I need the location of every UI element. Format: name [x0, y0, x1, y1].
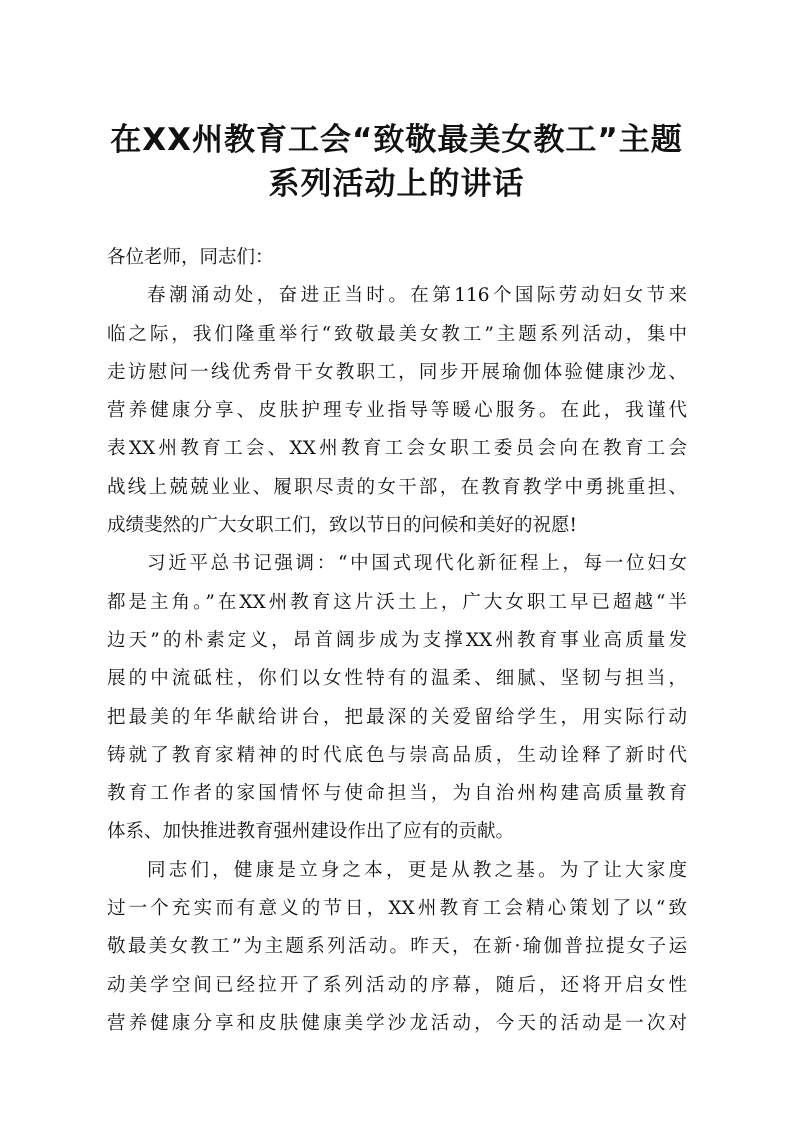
paragraph-line: 展的中流砥柱，你们以女性特有的温柔、细腻、坚韧与担当， [107, 668, 687, 690]
paragraph-line: 同志们，健康是立身之本，更是从教之基。为了让大家度 [147, 859, 687, 881]
paragraph-line: 动美学空间已经拉开了系列活动的序幕，随后，还将开启女性 [107, 974, 687, 996]
paragraph-line: 体系、加快推进教育强州建设作出了应有的贡献。 [107, 821, 515, 843]
document-title-line-1: 在XX州教育工会“致敬最美女教工”主题 [110, 122, 683, 158]
paragraph-line: 敬最美女教工”为主题系列活动。昨天，在新·瑜伽普拉提女子运 [107, 936, 687, 958]
paragraph-line: 营养健康分享、皮肤护理专业指导等暖心服务。在此，我谨代 [107, 400, 687, 422]
paragraph-line: 春潮涌动处，奋进正当时。在第116个国际劳动妇女节来 [147, 285, 687, 307]
paragraph-line: 成绩斐然的广大女职工们，致以节日的问候和美好的祝愿! [107, 515, 577, 537]
salutation-line: 各位老师，同志们： [107, 247, 274, 268]
paragraph-line: 铸就了教育家精神的时代底色与崇高品质，生动诠释了新时代 [107, 744, 687, 766]
paragraph-line: 战线上兢兢业业、履职尽责的女干部，在教育教学中勇挑重担、 [107, 476, 687, 498]
paragraph-line: 习近平总书记强调：“中国式现代化新征程上，每一位妇女 [147, 553, 687, 575]
paragraph-line: 临之际，我们隆重举行“致敬最美女教工”主题系列活动，集中 [107, 323, 687, 345]
paragraph-line: 都是主角。”在XX州教育这片沃土上，广大女职工早已超越“半 [107, 591, 687, 613]
document-body [107, 239, 687, 1043]
paragraph-line: 边天”的朴素定义，昂首阔步成为支撑XX州教育事业高质量发 [107, 629, 687, 651]
paragraph-line: 教育工作者的家国情怀与使命担当，为自治州构建高质量教育 [107, 783, 687, 805]
paragraph-line: 营养健康分享和皮肤健康美学沙龙活动，今天的活动是一次对 [107, 1012, 687, 1034]
document-title-line-2: 系列活动上的讲话 [268, 166, 525, 202]
paragraph-line: 走访慰问一线优秀骨干女教职工，同步开展瑜伽体验健康沙龙、 [107, 361, 687, 383]
paragraph-line: 表XX州教育工会、XX州教育工会女职工委员会向在教育工会 [107, 438, 687, 460]
paragraph-line: 过一个充实而有意义的节日，XX州教育工会精心策划了以“致 [107, 898, 687, 920]
paragraph-line: 把最美的年华献给讲台，把最深的关爱留给学生，用实际行动 [107, 706, 687, 728]
